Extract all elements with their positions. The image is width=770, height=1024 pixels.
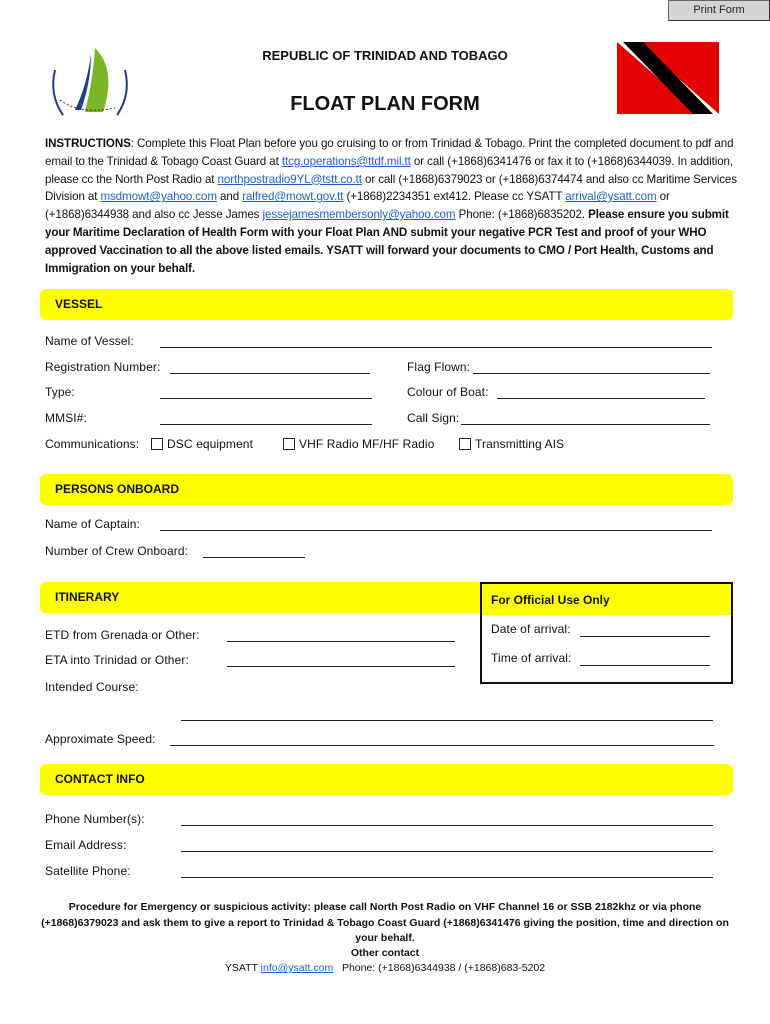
vhf-checkbox[interactable]: [283, 438, 295, 450]
colour-label: Colour of Boat:: [407, 385, 489, 399]
section-contact-info: CONTACT INFO: [40, 764, 733, 795]
satellite-label: Satellite Phone:: [45, 864, 131, 878]
vessel-name-field[interactable]: [160, 333, 712, 348]
ysatt-phone: Phone: (+1868)6344938 / (+1868)683-5202: [333, 962, 546, 974]
email-field[interactable]: [181, 837, 713, 852]
instructions-text: or call (+1868)6341476 or fax it to (+1868)6344039. In addition, please cc the North Post Radio at: [45, 154, 734, 186]
ais-option[interactable]: [459, 437, 564, 451]
ais-checkbox[interactable]: [459, 438, 471, 450]
email-label: Email Address:: [45, 838, 127, 852]
official-use-title: For Official Use Only: [482, 584, 731, 615]
instructions-text: or (+1868)6344938 and also cc Jesse James: [45, 190, 670, 222]
course-field[interactable]: [181, 706, 713, 721]
north-post-email-link[interactable]: northpostradio9YL@tstt.co.tt: [217, 172, 362, 186]
etd-field[interactable]: [227, 627, 455, 642]
instructions-text: Phone: (+1868)6835202.: [455, 208, 589, 222]
mmsi-field[interactable]: [160, 410, 372, 425]
type-label: Type:: [45, 385, 75, 399]
mowt-email-link[interactable]: ralfred@mowt.gov.tt: [242, 190, 344, 204]
captain-label: Name of Captain:: [45, 517, 140, 531]
dsc-equipment-option[interactable]: [151, 437, 253, 451]
phone-label: Phone Number(s):: [45, 812, 145, 826]
registration-label: Registration Number:: [45, 360, 161, 374]
type-field[interactable]: [160, 384, 372, 399]
section-persons-onboard: PERSONS ONBOARD: [40, 474, 733, 505]
ysatt-arrival-email-link[interactable]: arrival@ysatt.com: [565, 190, 657, 204]
eta-label: ETA into Trinidad or Other:: [45, 653, 189, 667]
dsc-label: DSC equipment: [167, 437, 254, 451]
instructions-text: and: [216, 190, 243, 204]
ysatt-info-email-link[interactable]: info@ysatt.com: [260, 962, 334, 974]
speed-field[interactable]: [170, 731, 714, 746]
instructions-text: or call (+1868)6379023 or (+1868)6374474 and also cc Maritime Services Division at: [45, 172, 737, 204]
registration-field[interactable]: [170, 359, 370, 374]
captain-field[interactable]: [160, 516, 712, 531]
flag-flown-field[interactable]: [473, 359, 710, 374]
arrival-date-field[interactable]: [580, 622, 710, 637]
emergency-procedure: Procedure for Emergency or suspicious activity: please call North Post Radio on VHF Channel 16 or SSB 2182khz or via phone (+1868)6379023 and ask them to give a report to Trinidad & Tobago Coast Guard (+1868)6341476 giving the position, time and direction on your behalf.: [41, 901, 729, 944]
section-itinerary: ITINERARY: [40, 582, 490, 613]
instructions-bold-notice: Please ensure you submit your Maritime Declaration of Health Form with your Float Plan AND submit your negative PCR Test and proof of your WHO approved Vaccination to all the above listed emails. YSATT will forward your documents to CMO / Port Health, Customs and Immigration on your behalf.: [45, 208, 729, 275]
satellite-field[interactable]: [181, 863, 713, 878]
arrival-time-field[interactable]: [580, 651, 710, 666]
dsc-checkbox[interactable]: [151, 438, 163, 450]
instructions-text: : Complete this Float Plan before you go cruising to or from Trinidad & Tobago. Print the completed document to pdf and email to the Trinidad & Tobago Coast Guard at: [45, 137, 734, 168]
crew-label: Number of Crew Onboard:: [45, 544, 189, 558]
mmsi-label: MMSI#:: [45, 411, 87, 425]
official-use-box: [480, 582, 733, 684]
vhf-label: VHF Radio MF/HF Radio: [299, 437, 435, 451]
call-sign-label: Call Sign:: [407, 411, 460, 425]
arrival-date-label: Date of arrival:: [491, 622, 571, 636]
vhf-radio-option[interactable]: [283, 437, 434, 451]
instructions-label: INSTRUCTIONS: [45, 137, 131, 150]
msd-email-link[interactable]: msdmowt@yahoo.com: [100, 190, 217, 204]
eta-field[interactable]: [227, 652, 455, 667]
communications-label: Communications:: [45, 437, 140, 451]
colour-field[interactable]: [497, 384, 705, 399]
crew-field[interactable]: [203, 543, 305, 558]
ysatt-label: YSATT: [224, 962, 261, 974]
phone-field[interactable]: [181, 811, 713, 826]
instructions-text: (+1868)2234351 ext412. Please cc YSATT: [343, 190, 566, 204]
country-heading: REPUBLIC OF TRINIDAD AND TOBAGO: [262, 48, 508, 63]
jesse-james-email-link[interactable]: jessejamesmembersonly@yahoo.com: [262, 208, 456, 222]
ais-label: Transmitting AIS: [475, 437, 565, 451]
flag-flown-label: Flag Flown:: [407, 360, 471, 374]
vessel-name-label: Name of Vessel:: [45, 334, 134, 348]
other-contact-heading: Other contact: [350, 947, 420, 959]
ysatt-contact: [40, 961, 730, 977]
instructions: [45, 135, 745, 277]
section-vessel: VESSEL: [40, 289, 733, 320]
arrival-time-label: Time of arrival:: [491, 651, 572, 665]
call-sign-field[interactable]: [461, 410, 710, 425]
etd-label: ETD from Grenada or Other:: [45, 628, 200, 642]
coast-guard-email-link[interactable]: ttcg.operations@ttdf.mil.tt: [281, 154, 411, 168]
speed-label: Approximate Speed:: [45, 732, 156, 746]
course-label: Intended Course:: [45, 680, 139, 694]
page-title: FLOAT PLAN FORM: [290, 93, 480, 115]
print-form-button[interactable]: Print Form: [668, 0, 770, 21]
